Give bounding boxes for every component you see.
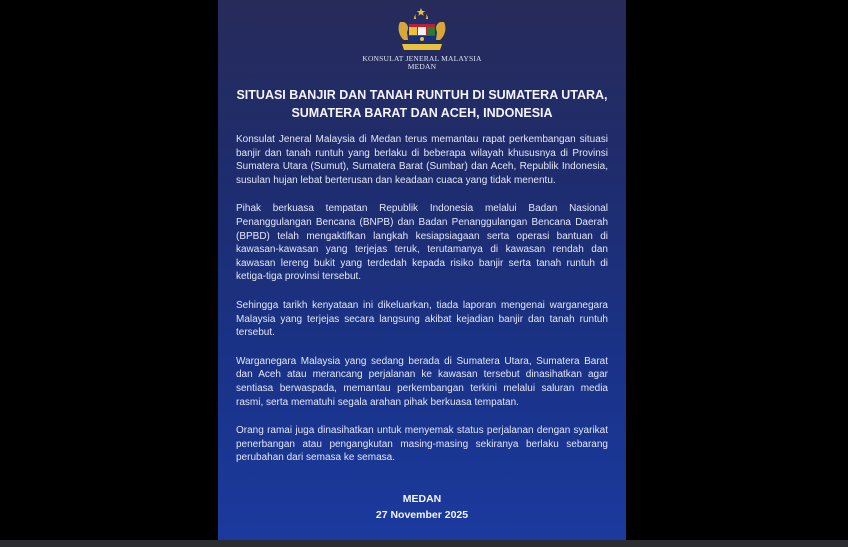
viewer-bottom-bar bbox=[0, 540, 848, 547]
malaysia-coat-of-arms-icon bbox=[394, 6, 450, 52]
paragraph: Pihak berkuasa tempatan Republik Indonesia melalui Badan Nasional Penanggulangan Bencana (BNPB) dan Badan Penanggulangan Bencana Daerah (BPBD) telah mengaktifkan langkah kesiapsiagaan serta operasi bantuan di kawasan-kawasan yang terjejas teruk, terutamanya di kawasan rendah dan kawasan lereng bukit yang terdedah kepada risiko banjir serta tanah runtuh di ketiga-tiga provinsi tersebut. bbox=[236, 203, 608, 283]
consulate-name bbox=[218, 55, 626, 71]
closing-place: MEDAN bbox=[402, 493, 442, 505]
paragraph: Orang ramai juga dinasihatkan untuk menyemak status perjalanan dengan syarikat penerbangan atau pengangkutan masing-masing sekiranya berlaku sebarang perubahan dari semasa ke semasa. bbox=[236, 425, 608, 464]
title-line-1: SITUASI BANJIR DAN TANAH RUNTUH DI SUMATERA UTARA, bbox=[236, 88, 608, 102]
press-statement-poster bbox=[218, 0, 626, 540]
closing-date: 27 November 2025 bbox=[375, 509, 469, 521]
statement-body bbox=[236, 133, 608, 480]
paragraph: Sehingga tarikh kenyataan ini dikeluarkan, tiada laporan mengenai warganegara Malaysia yang terjejas secara langsung akibat kejadian banjir dan tanah runtuh tersebut. bbox=[236, 299, 608, 339]
consulate-line-1: KONSULAT JENERAL MALAYSIA bbox=[362, 54, 482, 63]
paragraph: Konsulat Jeneral Malaysia di Medan terus memantau rapat perkembangan situasi banjir dan tanah runtuh yang berlaku di beberapa wilayah khususnya di Provinsi Sumatera Utara (Sumut), Sumatera Barat (Sumbar) dan Aceh, Republik Indonesia, susulan hujan lebat berterusan dan keadaan cuaca yang tidak menentu. bbox=[236, 134, 608, 186]
statement-closing bbox=[218, 491, 626, 523]
paragraph: Warganegara Malaysia yang sedang berada di Sumatera Utara, Sumatera Barat dan Aceh atau merancang perjalanan ke kawasan tersebut dinasihatkan agar sentiasa berwaspada, memantau perkembangan terkini melalui saluran media rasmi, serta mematuhi segala arahan pihak berkuasa tempatan. bbox=[236, 355, 608, 408]
statement-title bbox=[228, 86, 616, 122]
title-line-2: SUMATERA BARAT DAN ACEH, INDONESIA bbox=[291, 106, 553, 120]
consulate-line-2: MEDAN bbox=[407, 62, 437, 71]
